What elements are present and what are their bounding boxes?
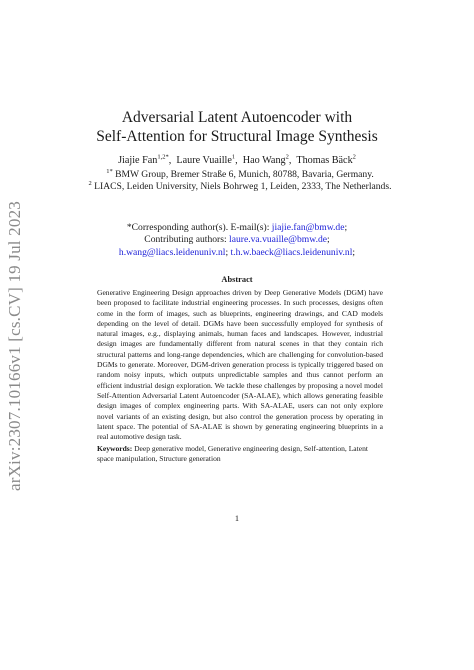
contributing-authors-line: h.wang@liacs.leidenuniv.nl; t.h.w.baeck@liacs.leidenuniv.nl; — [118, 246, 356, 258]
page-number: 1 — [234, 514, 240, 523]
contributing-email-link[interactable]: t.h.w.baeck@liacs.leidenuniv.nl — [230, 246, 353, 258]
affiliation-marker: 2 — [88, 180, 92, 188]
keywords-block — [97, 444, 383, 465]
keywords-label: Keywords: — [97, 444, 133, 453]
corresponding-author-line: *Corresponding author(s). E-mail(s): jiajie.fan@bmw.de; — [126, 222, 348, 233]
keywords-text: Deep generative model, Generative engineering design, Self-attention, Latent space manipulation, Structure generation — [97, 444, 368, 464]
abstract-body: Generative Engineering Design approaches driven by Deep Generative Models (DGM) have been proposed to facilitate industrial engineering processes. In such processes, designs often come in the form of images, such as blueprints, engineering drawings, and CAD models depending on the level of detail. DGMs have been successfully employed for synthesis of natural images, e.g., displaying animals, human faces and landscapes. However, industrial design images are fundamentally different from natural scenes in that they contain rich structural patterns and long-range dependencies, which are challenging for convolution-based DGMs to generate. Moreover, DGM-driven generation process is typically triggered based on random noisy inputs, which outputs unpredictable samples and thus cannot perform an efficient industrial design exploration. We tackle these challenges by proposing a novel model Self-Attention Adversarial Latent Autoencoder (SA-ALAE), which allows generating feasible design images of complex engineering parts. With SA-ALAE, users can not only explore novel variants of an existing design, but also control the generation process by operating in latent space. The potential of SA-ALAE is shown by generating engineering blueprints in a real automotive design task. — [97, 288, 383, 442]
contributing-email-link[interactable]: h.wang@liacs.leidenuniv.nl — [118, 246, 226, 258]
affiliation-list — [80, 169, 400, 194]
arxiv-identifier-text: arXiv:2307.10166v1 [cs.CV] 19 Jul 2023 — [5, 201, 24, 491]
author-affiliation-marker: 2 — [352, 153, 356, 161]
arxiv-identifier-stamp — [6, 196, 24, 496]
author-affiliation-marker: 2 — [285, 153, 289, 161]
paper-title-line-1: Adversarial Latent Autoencoder with — [121, 109, 353, 126]
contributing-authors-line: Contributing authors: laure.va.vuaille@bmw.de; — [144, 234, 330, 246]
paper-title-line-2: Self-Attention for Structural Image Synthesis — [96, 128, 378, 145]
author-list: Jiajie Fan$^{1,2*}$, Laure Vuaille$^1$, Hao Wang$^2$, Thomas Bäck$^2$ — [118, 153, 356, 166]
paper-title — [70, 108, 404, 146]
affiliation-text: BMW Group, Bremer Straße 6, Munich, 80788, Bavaria, Germany. — [115, 169, 374, 180]
contact-block — [60, 222, 414, 259]
affiliation-marker: 1* — [106, 167, 113, 175]
author-name: Jiajie Fan — [118, 155, 158, 166]
author-name: Thomas Bäck — [296, 155, 353, 166]
author-affiliation-marker: 1 — [231, 153, 236, 161]
affiliation-item — [80, 169, 400, 181]
contributing-email-link[interactable]: laure.va.vuaille@bmw.de — [229, 234, 328, 246]
affiliation-item — [80, 181, 400, 193]
affiliation-text: LIACS, Leiden University, Niels Bohrweg 1, Leiden, 2333, The Netherlands. — [94, 181, 392, 193]
contributing-authors-label: Contributing authors: — [144, 234, 227, 246]
abstract-heading: Abstract — [221, 275, 253, 284]
corresponding-author-label: *Corresponding author(s). E-mail(s): — [126, 222, 270, 233]
corresponding-email-link[interactable]: jiajie.fan@bmw.de — [271, 222, 345, 233]
author-affiliation-marker: 1,2* — [157, 153, 169, 161]
author-name: Hao Wang — [242, 155, 286, 166]
author-name: Laure Vuaille — [176, 155, 232, 166]
